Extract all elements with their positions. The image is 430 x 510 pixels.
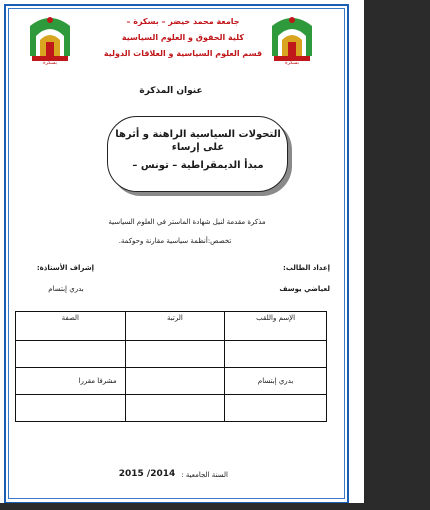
specialization: تخصص:أنظمة سياسية مقارنة وحوكمة. [118,237,232,245]
viewer-margin [367,0,430,510]
table-cell: مشرفا مقررا [16,368,126,395]
department-name: قسم العلوم السياسية و العلاقات الدولية [103,49,263,58]
table-cell [125,368,225,395]
academic-year-value: 2015 /2014 [118,469,176,479]
table-cell [125,341,225,368]
table-cell [16,341,126,368]
table-row [16,341,327,368]
table-cell [225,341,327,368]
table-cell [225,395,327,422]
table-row [16,395,327,422]
table-header-cell: الإسم واللقب [225,312,327,341]
table-cell: بدري إبتسام [225,368,327,395]
viewer-bottom-margin [0,503,367,510]
faculty-name: كلية الحقوق و العلوم السياسية [121,33,245,42]
memo-title-label: عنوان المذكرة [139,86,203,96]
logo-left-caption: بسكرة [43,60,57,66]
thesis-title-line2: مبدأ الديمقراطية – تونس – [132,160,264,171]
table-header-row [16,312,327,341]
logo-right-caption: بسكرة [285,60,299,66]
student-name: لعياضي يوسف [279,285,330,293]
table-row [16,368,327,395]
thesis-title-line1: التحولات السياسية الراهنة و أثرها على إرساء [115,129,281,153]
table-header-cell: الرتبة [125,312,225,341]
thesis-description: مذكرة مقدمة لنيل شهادة الماستر في العلوم السياسية [108,218,266,226]
table-cell [125,395,225,422]
supervisor-name: بدري إبتسام [48,285,84,293]
committee-table [15,311,327,422]
table-header-cell: الصفة [16,312,126,341]
prepared-by-label: إعداد الطالب: [283,264,330,272]
university-name: جامعة محمد خيضر – بسكرة – [126,17,240,26]
academic-year-label: السنة الجامعية : [181,471,228,479]
page-border-inner [8,8,345,499]
university-logo-left [26,12,74,64]
table-cell [16,395,126,422]
supervision-label: إشراف الأستاذة: [36,264,94,272]
